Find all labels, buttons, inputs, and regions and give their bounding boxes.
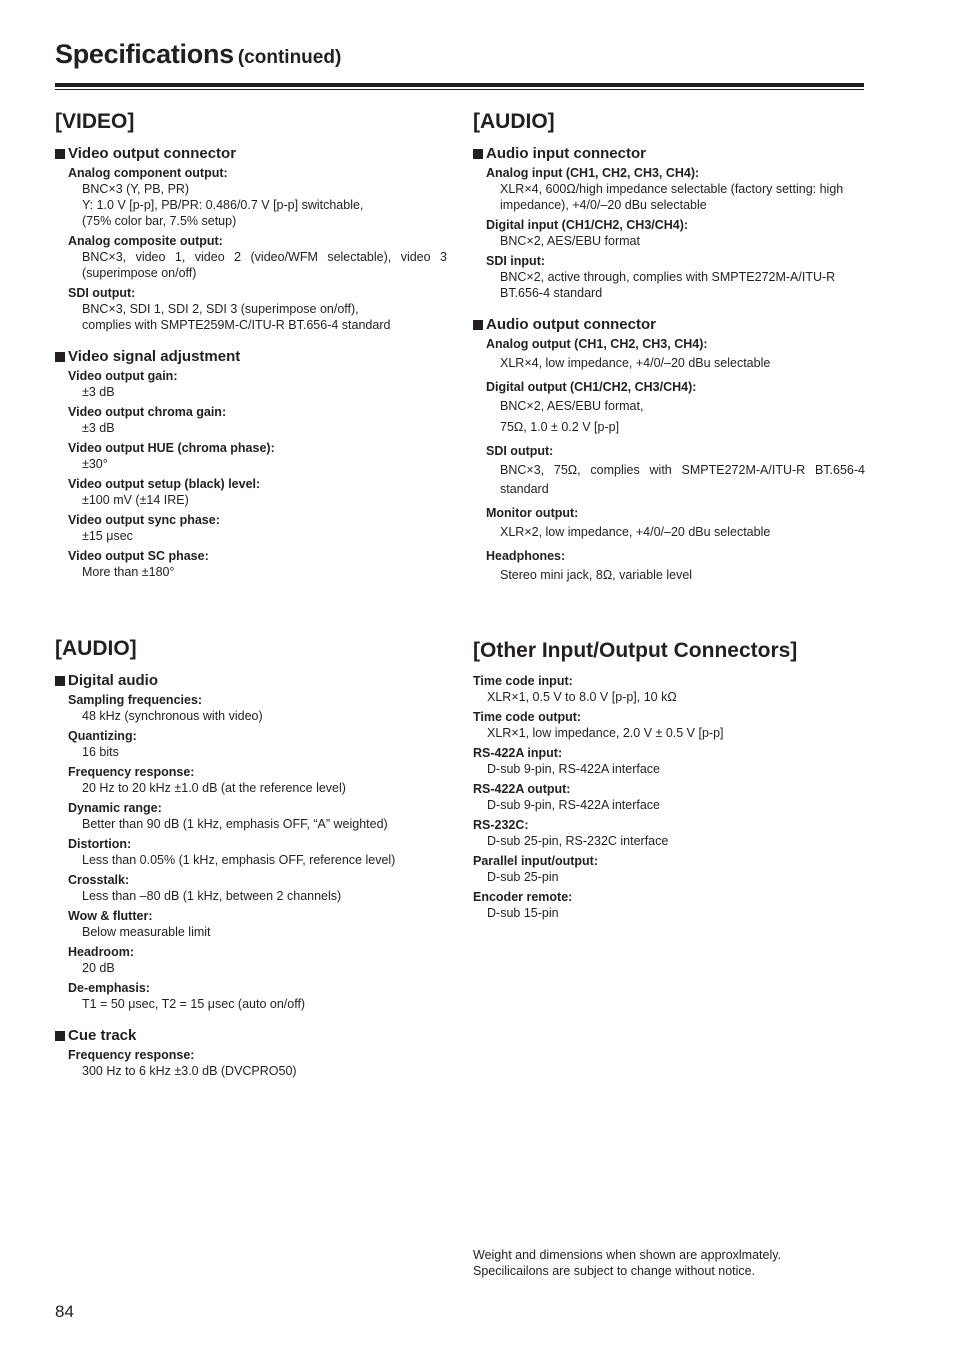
subheading-text: Audio output connector (486, 316, 656, 333)
spec-item (473, 889, 865, 921)
section-title-audio: [AUDIO] (473, 110, 555, 133)
spec-value: Less than –80 dB (1 kHz, between 2 channels) (82, 889, 342, 903)
footnote-line: Specilicailons are subject to change without notice. (473, 1264, 756, 1278)
subheading (55, 671, 447, 690)
spec-value: Below measurable limit (82, 925, 211, 939)
subheading (473, 144, 865, 163)
spec-list (68, 1047, 447, 1079)
spec-list (486, 336, 865, 585)
spec-value: XLR×2, low impedance, +4/0/–20 dBu selectable (500, 525, 771, 539)
footnote-line: Weight and dimensions when shown are approxlmately. (473, 1248, 782, 1262)
spec-list (486, 165, 865, 301)
subheading-text: Video output connector (68, 145, 237, 162)
spec-item (68, 440, 447, 472)
section-title-video: [VIDEO] (55, 110, 135, 133)
spec-group-video-output-connector (55, 144, 447, 333)
spec-value: ±3 dB (82, 385, 115, 399)
spec-label: SDI output: (68, 286, 136, 300)
spec-item (68, 980, 447, 1012)
spec-value: D-sub 9-pin, RS-422A interface (487, 762, 661, 776)
page-title-main: Specifications (55, 39, 234, 69)
spec-label: Encoder remote: (473, 890, 573, 904)
spec-list (68, 165, 447, 333)
spec-label: RS-422A input: (473, 746, 563, 760)
spec-value: XLR×4, low impedance, +4/0/–20 dBu selectable (500, 356, 771, 370)
spec-value: ±15 μsec (82, 529, 133, 543)
spec-item (68, 944, 447, 976)
spec-value: 20 dB (82, 961, 115, 975)
spec-item (68, 368, 447, 400)
spec-label: Video output sync phase: (68, 513, 220, 527)
spec-item (68, 728, 447, 760)
spec-label: SDI input: (486, 254, 546, 268)
spec-item (486, 253, 865, 301)
spec-item (68, 764, 447, 796)
spec-value: D-sub 9-pin, RS-422A interface (487, 798, 661, 812)
spec-label: Video output setup (black) level: (68, 477, 261, 491)
spec-label: Quantizing: (68, 729, 137, 743)
spec-group-digital-audio (55, 671, 447, 1012)
spec-label: De-emphasis: (68, 981, 150, 995)
spec-value: XLR×1, low impedance, 2.0 V ± 0.5 V [p-p] (487, 726, 724, 740)
spec-item (473, 673, 865, 705)
section-title-other-connectors: [Other Input/Output Connectors] (473, 639, 798, 662)
spec-value: XLR×4, 600Ω/high impedance selectable (factory setting: high impedance), +4/0/–20 dBu selectable (500, 182, 844, 212)
spec-item (68, 548, 447, 580)
spec-group-video-signal-adjustment (55, 347, 447, 580)
spec-item (486, 336, 865, 373)
square-bullet-icon (473, 149, 483, 159)
spec-item (68, 692, 447, 724)
spec-item (68, 285, 447, 333)
footnote (473, 1247, 781, 1279)
spec-item (473, 781, 865, 813)
spec-value: BNC×3, 75Ω, complies with SMPTE272M-A/ITU-R BT.656-4 standard (500, 463, 865, 496)
spec-value: D-sub 25-pin, RS-232C interface (487, 834, 669, 848)
subheading (55, 347, 447, 366)
spec-label: Headroom: (68, 945, 134, 959)
header-rule-thick (55, 83, 864, 87)
spec-item (473, 745, 865, 777)
spec-label: Monitor output: (486, 506, 579, 520)
subheading-text: Cue track (68, 1027, 137, 1044)
spec-item (68, 1047, 447, 1079)
other-connectors-section (473, 638, 865, 925)
spec-item (68, 908, 447, 940)
spec-item (68, 800, 447, 832)
spec-value: BNC×2, active through, complies with SMPTE272M-A/ITU-R BT.656-4 standard (500, 270, 836, 300)
video-section (55, 109, 447, 594)
subheading (55, 1026, 447, 1045)
spec-label: Digital input (CH1/CH2, CH3/CH4): (486, 218, 689, 232)
subheading-text: Audio input connector (486, 145, 646, 162)
page-title (55, 34, 341, 71)
spec-label: Video output SC phase: (68, 549, 209, 563)
spec-label: Distortion: (68, 837, 132, 851)
spec-list (68, 368, 447, 580)
spec-value: ±3 dB (82, 421, 115, 435)
spec-item (486, 548, 865, 585)
square-bullet-icon (55, 352, 65, 362)
spec-value: BNC×2, AES/EBU format, (500, 399, 644, 413)
spec-label: Video output HUE (chroma phase): (68, 441, 275, 455)
section-title-audio: [AUDIO] (55, 637, 137, 660)
spec-value: Better than 90 dB (1 kHz, emphasis OFF, “A” weighted) (82, 817, 388, 831)
spec-label: Dynamic range: (68, 801, 162, 815)
spec-item (473, 853, 865, 885)
spec-value: BNC×2, AES/EBU format (500, 234, 640, 248)
spec-label: Wow & flutter: (68, 909, 153, 923)
spec-group-cue-track (55, 1026, 447, 1079)
spec-label: Crosstalk: (68, 873, 130, 887)
spec-list (68, 692, 447, 1012)
spec-label: Time code input: (473, 674, 573, 688)
square-bullet-icon (473, 320, 483, 330)
spec-value: BNC×3 (Y, PB, PR) (82, 182, 190, 196)
spec-label: Analog component output: (68, 166, 228, 180)
spec-label: Digital output (CH1/CH2, CH3/CH4): (486, 380, 697, 394)
audio-digital-section (55, 636, 447, 1093)
spec-list (473, 673, 865, 921)
spec-label: Analog input (CH1, CH2, CH3, CH4): (486, 166, 700, 180)
spec-value: Y: 1.0 V [p-p], PB/PR: 0.486/0.7 V [p-p] switchable, (82, 198, 364, 212)
page-number: 84 (55, 1302, 74, 1321)
spec-value: (75% color bar, 7.5% setup) (82, 214, 237, 228)
spec-value: complies with SMPTE259M-C/ITU-R BT.656-4 standard (82, 318, 391, 332)
subheading (473, 315, 865, 334)
spec-item (486, 217, 865, 249)
spec-item (68, 872, 447, 904)
spec-label: Frequency response: (68, 765, 195, 779)
spec-value: T1 = 50 μsec, T2 = 15 μsec (auto on/off) (82, 997, 306, 1011)
subheading (55, 144, 447, 163)
spec-label: Frequency response: (68, 1048, 195, 1062)
spec-value: ±30° (82, 457, 108, 471)
spec-value: BNC×3, video 1, video 2 (video/WFM selectable), video 3 (superimpose on/off) (82, 250, 447, 280)
square-bullet-icon (55, 676, 65, 686)
spec-label: Video output gain: (68, 369, 178, 383)
subheading-text: Video signal adjustment (68, 348, 241, 365)
spec-value: More than ±180° (82, 565, 175, 579)
spec-value: Stereo mini jack, 8Ω, variable level (500, 568, 693, 582)
spec-value: D-sub 25-pin (487, 870, 559, 884)
square-bullet-icon (55, 1031, 65, 1041)
spec-value: 20 Hz to 20 kHz ±1.0 dB (at the reference level) (82, 781, 346, 795)
spec-value: D-sub 15-pin (487, 906, 559, 920)
spec-label: RS-422A output: (473, 782, 571, 796)
spec-item (68, 404, 447, 436)
spec-value: XLR×1, 0.5 V to 8.0 V [p-p], 10 kΩ (487, 690, 677, 704)
spec-item (473, 709, 865, 741)
spec-label: Headphones: (486, 549, 566, 563)
spec-item (68, 165, 447, 229)
page-title-continued: (continued) (237, 47, 342, 68)
header-rule-thin (55, 89, 864, 90)
spec-item (486, 505, 865, 542)
spec-label: Sampling frequencies: (68, 693, 203, 707)
spec-item (68, 233, 447, 281)
spec-value: 300 Hz to 6 kHz ±3.0 dB (DVCPRO50) (82, 1064, 297, 1078)
spec-value: 16 bits (82, 745, 119, 759)
spec-item (486, 443, 865, 499)
spec-label: SDI output: (486, 444, 554, 458)
spec-label: RS-232C: (473, 818, 529, 832)
spec-value: 75Ω, 1.0 ± 0.2 V [p-p] (500, 420, 620, 434)
spec-label: Parallel input/output: (473, 854, 598, 868)
spec-item (473, 817, 865, 849)
spec-group-audio-input-connector (473, 144, 865, 301)
spec-item (486, 379, 865, 437)
spec-label: Analog output (CH1, CH2, CH3, CH4): (486, 337, 708, 351)
spec-item (486, 165, 865, 213)
spec-value: ±100 mV (±14 IRE) (82, 493, 189, 507)
spec-group-audio-output-connector (473, 315, 865, 585)
spec-value: BNC×3, SDI 1, SDI 2, SDI 3 (superimpose on/off), (82, 302, 359, 316)
square-bullet-icon (55, 149, 65, 159)
spec-label: Analog composite output: (68, 234, 223, 248)
audio-connector-section (473, 109, 865, 599)
spec-value: Less than 0.05% (1 kHz, emphasis OFF, reference level) (82, 853, 396, 867)
spec-item (68, 476, 447, 508)
spec-item (68, 836, 447, 868)
subheading-text: Digital audio (68, 672, 158, 689)
spec-label: Time code output: (473, 710, 582, 724)
spec-item (68, 512, 447, 544)
spec-label: Video output chroma gain: (68, 405, 227, 419)
spec-value: 48 kHz (synchronous with video) (82, 709, 263, 723)
